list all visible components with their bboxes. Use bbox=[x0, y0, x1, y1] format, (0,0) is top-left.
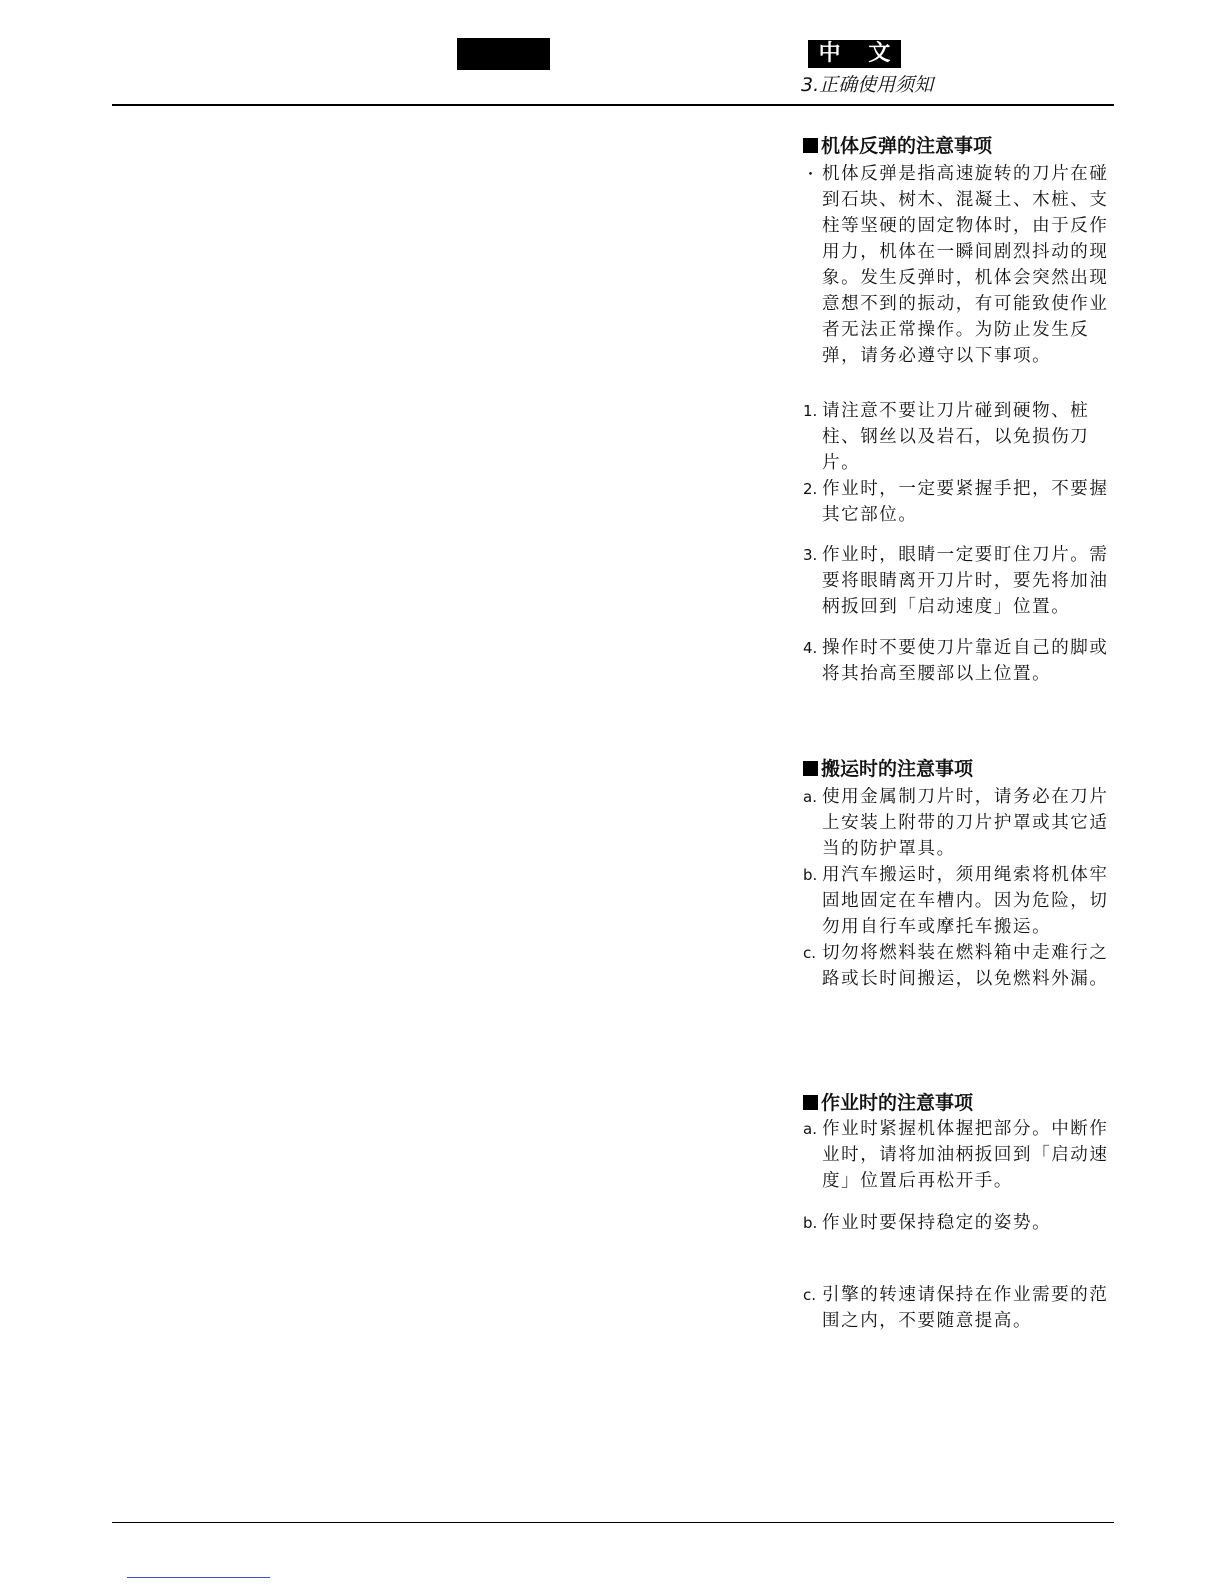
list-item bbox=[803, 542, 1113, 620]
square-bullet-icon bbox=[803, 138, 818, 153]
list-item bbox=[803, 784, 1113, 862]
list-item-text: 使用金属制刀片时，请务必在刀片上安装上附带的刀片护罩或其它适当的防护罩具。 bbox=[822, 787, 1109, 859]
list-item-text: 操作时不要使刀片靠近自己的脚或将其抬高至腰部以上位置。 bbox=[822, 638, 1109, 684]
list-item bbox=[803, 940, 1113, 992]
list-marker: 2. bbox=[803, 480, 818, 498]
kickback-heading bbox=[803, 133, 992, 159]
kickback-intro bbox=[803, 161, 1113, 369]
list-item bbox=[803, 476, 1113, 528]
operation-title: 作业时的注意事项 bbox=[821, 1092, 974, 1114]
footer-divider bbox=[112, 1522, 1114, 1523]
list-item-text: 请注意不要让刀片碰到硬物、桩柱、钢丝以及岩石，以免损伤刀片。 bbox=[822, 401, 1090, 473]
list-item-text: 作业时，一定要紧握手把，不要握其它部位。 bbox=[822, 479, 1109, 525]
operation-heading bbox=[803, 1090, 973, 1116]
list-item-text: 作业时紧握机体握把部分。中断作业时，请将加油柄扳回到「启动速度」位置后再松开手。 bbox=[822, 1119, 1109, 1191]
list-item-text: 用汽车搬运时，须用绳索将机体牢固地固定在车槽内。因为危险，切勿用自行车或摩托车搬运。 bbox=[822, 865, 1109, 937]
list-marker: a. bbox=[803, 1120, 817, 1138]
list-marker: b. bbox=[803, 1214, 818, 1232]
list-marker: ・ bbox=[803, 165, 819, 183]
list-item bbox=[803, 1282, 1113, 1334]
list-marker: 4. bbox=[803, 639, 818, 657]
list-marker: c. bbox=[803, 1286, 817, 1304]
list-item bbox=[803, 1210, 1113, 1236]
list-item-text: 作业时，眼睛一定要盯住刀片。需要将眼睛离开刀片时，要先将加油柄扳回到「启动速度」位置。 bbox=[822, 545, 1109, 617]
section-title: 3.正确使用须知 bbox=[801, 74, 934, 96]
list-item-text: 切勿将燃料装在燃料箱中走难行之路或长时间搬运，以免燃料外漏。 bbox=[822, 943, 1109, 989]
kickback-title: 机体反弹的注意事项 bbox=[821, 135, 993, 157]
list-item bbox=[803, 1116, 1113, 1194]
footer-link-underline bbox=[127, 1577, 270, 1578]
list-item-text: 引擎的转速请保持在作业需要的范围之内，不要随意提高。 bbox=[822, 1285, 1109, 1331]
list-marker: a. bbox=[803, 788, 817, 806]
transport-title: 搬运时的注意事项 bbox=[821, 758, 974, 780]
list-marker: c. bbox=[803, 944, 817, 962]
list-item-text: 机体反弹是指高速旋转的刀片在碰到石块、树木、混凝土、木桩、支柱等坚硬的固定物体时，由于反作用力，机体在一瞬间剧烈抖动的现象。发生反弹时，机体会突然出现意想不到的振动，有可能致使作业者无法正常操作。为防止发生反弹，请务必遵守以下事项。 bbox=[822, 164, 1109, 366]
transport-heading bbox=[803, 756, 973, 782]
list-item bbox=[803, 635, 1113, 687]
header-black-block bbox=[457, 38, 550, 70]
list-marker: b. bbox=[803, 866, 818, 884]
list-marker: 1. bbox=[803, 402, 818, 420]
language-badge: 中 文 bbox=[808, 40, 901, 68]
list-item-text: 作业时要保持稳定的姿势。 bbox=[822, 1213, 1052, 1233]
header-divider bbox=[112, 104, 1114, 106]
list-item bbox=[803, 862, 1113, 940]
list-marker: 3. bbox=[803, 546, 818, 564]
square-bullet-icon bbox=[803, 761, 818, 776]
square-bullet-icon bbox=[803, 1095, 818, 1110]
list-item bbox=[803, 398, 1113, 476]
